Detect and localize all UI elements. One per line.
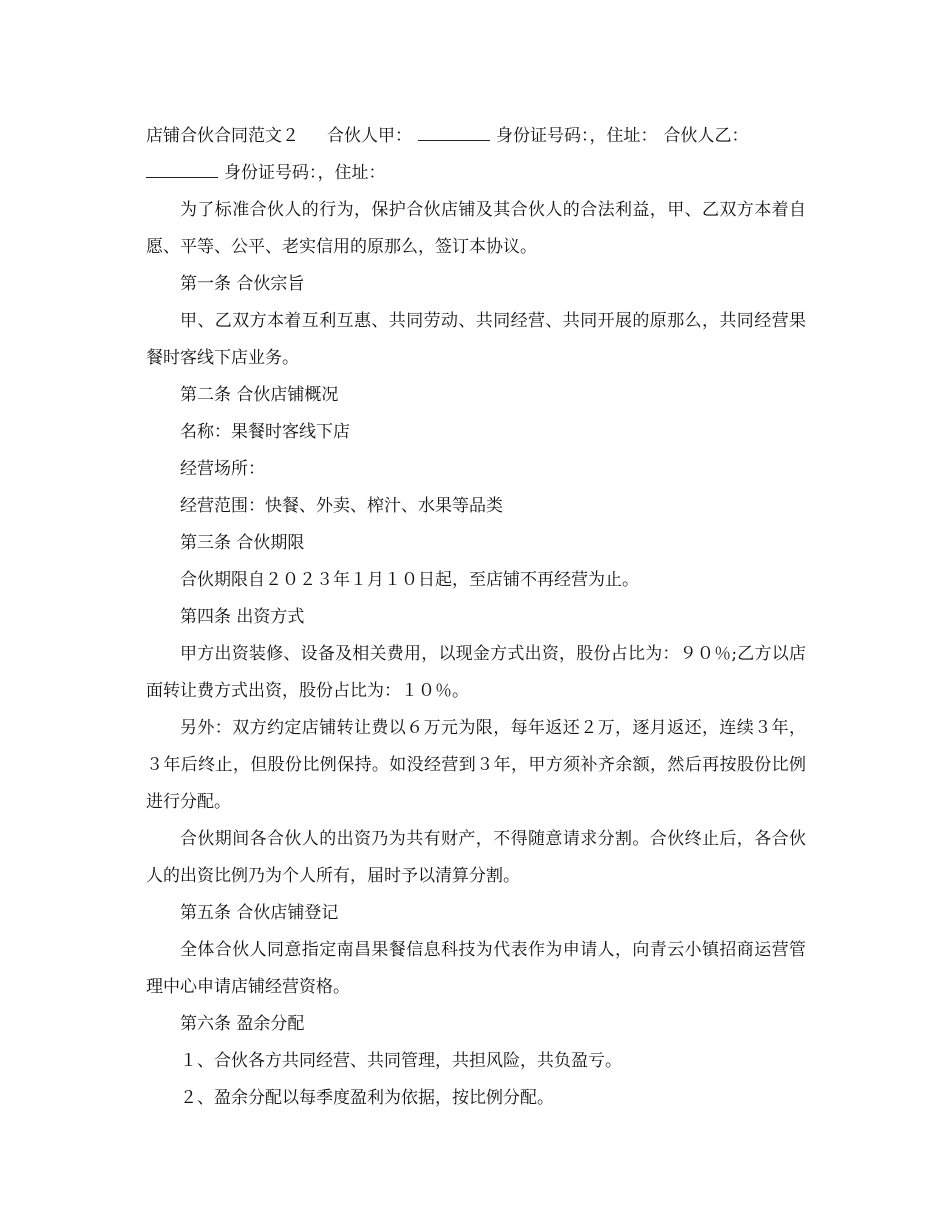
address-label-a: ，住址：	[589, 126, 658, 146]
article-4-body: 甲方出资装修、设备及相关费用，以现金方式出资，股份占比为：９０％;乙方以店面转让费方式出资，股份占比为：１０％。	[146, 644, 806, 701]
article-3-heading: 第三条 合伙期限	[180, 533, 305, 553]
article-6-heading: 第六条 盈余分配	[180, 1014, 305, 1034]
id-label-a: 身份证号码：	[496, 126, 590, 146]
header-line-1	[146, 118, 806, 155]
article-5-body: 全体合伙人同意指定南昌果餐信息科技为代表作为申请人，向青云小镇招商运营管理中心申请店铺经营资格。	[146, 940, 806, 997]
article-6-item-2: ２、盈余分配以每季度盈利为依据，按比例分配。	[180, 1088, 554, 1108]
id-label-b: 身份证号码：	[224, 163, 318, 183]
article-3-body: 合伙期限自２０２３年１月１０日起，至店铺不再经营为止。	[180, 570, 639, 590]
article-4-heading: 第四条 出资方式	[180, 607, 305, 627]
preamble-paragraph: 为了标准合伙人的行为，保护合伙店铺及其合伙人的合法利益，甲、乙双方本着自愿、平等、公平、老实信用的原那么，签订本协议。	[146, 200, 806, 257]
business-scope-line: 经营范围：快餐、外卖、榨汁、水果等品类	[180, 496, 503, 516]
party-a-blank	[418, 126, 490, 141]
article-1-heading: 第一条 合伙宗旨	[180, 274, 305, 294]
article-4-additional: 另外：双方约定店铺转让费以６万元为限，每年返还２万，逐月返还，连续３年，３年后终止，但股份比例保持。如没经营到３年，甲方须补齐余额，然后再按股份比例进行分配。	[146, 718, 806, 812]
document-title: 店铺合伙合同范文２	[146, 126, 299, 146]
party-a-label: 合伙人甲：	[327, 126, 412, 146]
document-body	[146, 118, 806, 1117]
store-location-line: 经营场所：	[180, 459, 265, 479]
article-6-item-1: １、合伙各方共同经营、共同管理，共担风险，共负盈亏。	[180, 1051, 622, 1071]
article-1-body: 甲、乙双方本着互利互惠、共同劳动、共同经营、共同开展的原那么，共同经营果餐时客线下店业务。	[146, 311, 806, 368]
store-name-line: 名称：果餐时客线下店	[180, 422, 350, 442]
address-label-b: ，住址：	[317, 163, 386, 183]
article-4-property: 合伙期间各合伙人的出资乃为共有财产，不得随意请求分割。合伙终止后，各合伙人的出资比例乃为个人所有，届时予以清算分割。	[146, 829, 806, 886]
article-5-heading: 第五条 合伙店铺登记	[180, 903, 339, 923]
party-b-blank	[146, 163, 218, 178]
article-2-heading: 第二条 合伙店铺概况	[180, 385, 339, 405]
party-b-label: 合伙人乙：	[663, 126, 749, 146]
header-line-2	[146, 155, 806, 192]
